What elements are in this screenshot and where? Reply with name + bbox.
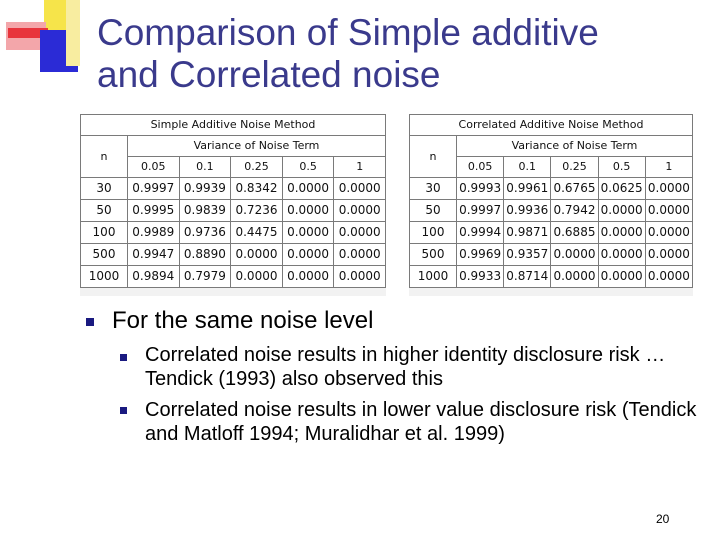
table-cell: 0.9933: [457, 266, 504, 288]
title-line-2: and Correlated noise: [97, 54, 441, 95]
table-cell: 0.0000: [598, 244, 645, 266]
column-header: 1: [645, 157, 692, 178]
table-cell: 0.9357: [504, 244, 551, 266]
column-header: 0.1: [504, 157, 551, 178]
table-row: [81, 222, 386, 244]
table-row: [410, 244, 693, 266]
table-cell: 0.0000: [598, 266, 645, 288]
correlated-noise-table: [409, 114, 693, 288]
table-cell: 0.9947: [128, 244, 180, 266]
table-cell: 0.9961: [504, 178, 551, 200]
table-row: [81, 244, 386, 266]
table-row: [81, 266, 386, 288]
row-n: 30: [410, 178, 457, 200]
table-cell: 0.6765: [551, 178, 598, 200]
column-header: 0.5: [598, 157, 645, 178]
bullet-square-icon: [86, 318, 94, 326]
table-cell: 0.0625: [598, 178, 645, 200]
table-cell: 0.0000: [282, 244, 334, 266]
sub-bullet-text: Correlated noise results in higher identity disclosure risk … Tendick (1993) also observed this: [145, 344, 666, 390]
table-cell: 0.0000: [334, 200, 386, 222]
row-n: 1000: [410, 266, 457, 288]
table-cell: 0.9994: [457, 222, 504, 244]
table-cell: 0.9939: [179, 178, 231, 200]
n-header: n: [81, 136, 128, 178]
table-cell: 0.4475: [231, 222, 283, 244]
row-n: 1000: [81, 266, 128, 288]
table-cell: 0.0000: [645, 244, 692, 266]
table-cell: 0.9736: [179, 222, 231, 244]
bullet-square-icon: [120, 354, 127, 361]
table-cell: 0.0000: [282, 178, 334, 200]
decor-yellow-strip: [66, 0, 80, 66]
table-row: [410, 178, 693, 200]
table-cell: 0.8890: [179, 244, 231, 266]
row-n: 500: [81, 244, 128, 266]
table-cell: 0.0000: [334, 266, 386, 288]
table-cell: 0.9871: [504, 222, 551, 244]
row-n: 50: [410, 200, 457, 222]
table-cell: 0.0000: [282, 266, 334, 288]
column-header: 0.25: [231, 157, 283, 178]
table-cell: 0.9989: [128, 222, 180, 244]
table-cell: 0.9995: [128, 200, 180, 222]
table-cell: 0.9997: [457, 200, 504, 222]
table-row: [410, 266, 693, 288]
main-bullet-text: For the same noise level: [112, 307, 374, 334]
table-cell: 0.9894: [128, 266, 180, 288]
row-n: 100: [81, 222, 128, 244]
simple-noise-table: [80, 114, 386, 288]
table-cell: 0.0000: [598, 200, 645, 222]
table-cell: 0.0000: [551, 266, 598, 288]
table-cell: 0.8342: [231, 178, 283, 200]
n-header: n: [410, 136, 457, 178]
correlated-noise-table-panel: [409, 114, 693, 296]
table-cell: 0.9839: [179, 200, 231, 222]
row-n: 500: [410, 244, 457, 266]
column-header: 0.25: [551, 157, 598, 178]
variance-header: Variance of Noise Term: [457, 136, 693, 157]
table-caption: Simple Additive Noise Method: [81, 115, 386, 136]
table-cell: 0.0000: [334, 244, 386, 266]
bullet-square-icon: [120, 407, 127, 414]
title-line-1: Comparison of Simple additive: [97, 12, 599, 53]
row-n: 100: [410, 222, 457, 244]
table-cell: 0.9969: [457, 244, 504, 266]
column-header: 0.1: [179, 157, 231, 178]
table-caption: Correlated Additive Noise Method: [410, 115, 693, 136]
table-cell: 0.0000: [231, 244, 283, 266]
table-cell: 0.7979: [179, 266, 231, 288]
table-cell: 0.0000: [598, 222, 645, 244]
column-header: 0.05: [128, 157, 180, 178]
table-cell: 0.0000: [334, 178, 386, 200]
table-cell: 0.0000: [645, 178, 692, 200]
row-n: 30: [81, 178, 128, 200]
column-header: 0.5: [282, 157, 334, 178]
variance-header: Variance of Noise Term: [128, 136, 386, 157]
table-cell: 0.0000: [645, 266, 692, 288]
table-cell: 0.8714: [504, 266, 551, 288]
simple-noise-table-panel: [80, 114, 386, 296]
table-cell: 0.0000: [645, 222, 692, 244]
table-cell: 0.0000: [645, 200, 692, 222]
table-cell: 0.6885: [551, 222, 598, 244]
table-cell: 0.0000: [282, 222, 334, 244]
table-row: [410, 200, 693, 222]
slide-title: [97, 12, 697, 96]
table-cell: 0.9936: [504, 200, 551, 222]
table-cell: 0.9997: [128, 178, 180, 200]
table-cell: 0.0000: [231, 266, 283, 288]
table-row: [81, 200, 386, 222]
table-cell: 0.0000: [282, 200, 334, 222]
table-row: [81, 178, 386, 200]
column-header: 1: [334, 157, 386, 178]
table-cell: 0.0000: [551, 244, 598, 266]
page-number: 20: [656, 512, 670, 526]
table-row: [410, 222, 693, 244]
column-header: 0.05: [457, 157, 504, 178]
row-n: 50: [81, 200, 128, 222]
table-cell: 0.7236: [231, 200, 283, 222]
table-cell: 0.7942: [551, 200, 598, 222]
table-cell: 0.0000: [334, 222, 386, 244]
table-cell: 0.9993: [457, 178, 504, 200]
sub-bullet-text: Correlated noise results in lower value disclosure risk (Tendick and Matloff 1994; Muralidhar et al. 1999): [145, 399, 697, 445]
